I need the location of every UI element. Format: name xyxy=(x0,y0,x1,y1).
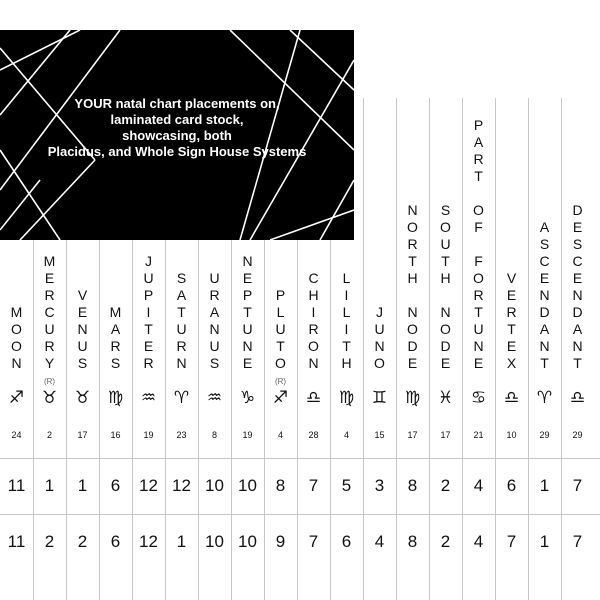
placidus-house: 10 xyxy=(205,476,224,495)
whole-sign-house: 10 xyxy=(205,532,224,551)
placement-name: N E P T U N E xyxy=(242,253,253,371)
zodiac-sign-icon: ♒ xyxy=(206,388,223,408)
placement-name: M O O N xyxy=(10,304,23,371)
whole-sign-house: 7 xyxy=(506,532,517,551)
placement-name: S A T U R N xyxy=(176,270,187,371)
retrograde-marker: (R) xyxy=(274,377,287,386)
degree-value: 28 xyxy=(308,430,319,440)
placement-name: J U P I T E R xyxy=(143,253,154,371)
placidus-house: 1 xyxy=(77,476,88,495)
placidus-house: 6 xyxy=(110,476,121,495)
placidus-house: 4 xyxy=(473,476,484,495)
whole-sign-house: 1 xyxy=(539,532,550,551)
placidus-house: 7 xyxy=(308,476,319,495)
whole-sign-house: 11 xyxy=(7,532,26,551)
degree-value: 29 xyxy=(572,430,583,440)
degree-value: 21 xyxy=(473,430,484,440)
placidus-house: 12 xyxy=(139,476,158,495)
whole-sign-house: 7 xyxy=(572,532,583,551)
placement-name: P A R T O F F O R T U N E xyxy=(473,117,484,371)
placement-name: N O R T H N O D E xyxy=(407,202,418,371)
placidus-house: 2 xyxy=(440,476,451,495)
placement-name: U R A N U S xyxy=(209,270,220,371)
whole-sign-house: 4 xyxy=(473,532,484,551)
degree-value: 17 xyxy=(77,430,88,440)
zodiac-sign-icon: ♎ xyxy=(305,388,322,408)
degree-value: 17 xyxy=(440,430,451,440)
whole-sign-house: 12 xyxy=(139,532,158,551)
placement-column xyxy=(561,0,594,600)
info-banner xyxy=(0,30,354,240)
placement-column xyxy=(363,0,396,600)
zodiac-sign-icon: ♉ xyxy=(41,388,58,408)
whole-sign-house: 2 xyxy=(440,532,451,551)
zodiac-sign-icon: ♐ xyxy=(272,388,289,408)
whole-sign-house: 6 xyxy=(110,532,121,551)
zodiac-sign-icon: ♍ xyxy=(404,388,421,408)
placidus-house: 8 xyxy=(275,476,286,495)
degree-value: 15 xyxy=(374,430,385,440)
whole-sign-house: 1 xyxy=(176,532,187,551)
placement-column xyxy=(462,0,495,600)
whole-sign-house: 2 xyxy=(44,532,55,551)
placement-name: C H I R O N xyxy=(308,270,319,371)
placement-column xyxy=(429,0,462,600)
placidus-house: 12 xyxy=(172,476,191,495)
placement-column xyxy=(528,0,561,600)
placement-name: V E N U S xyxy=(77,287,88,371)
placement-name: D E S C E N D A N T xyxy=(572,202,583,371)
degree-value: 19 xyxy=(143,430,154,440)
zodiac-sign-icon: ♓ xyxy=(437,388,454,408)
degree-value: 8 xyxy=(211,430,217,440)
degree-value: 4 xyxy=(277,430,283,440)
banner-line: showcasing, both xyxy=(122,128,232,143)
whole-sign-house: 7 xyxy=(308,532,319,551)
placement-column xyxy=(495,0,528,600)
zodiac-sign-icon: ♈ xyxy=(173,388,190,408)
degree-value: 4 xyxy=(343,430,349,440)
degree-value: 10 xyxy=(506,430,517,440)
whole-sign-house: 10 xyxy=(238,532,257,551)
degree-value: 16 xyxy=(110,430,121,440)
placidus-house: 8 xyxy=(407,476,418,495)
degree-value: 23 xyxy=(176,430,187,440)
zodiac-sign-icon: ♐ xyxy=(8,388,25,408)
zodiac-sign-icon: ♑ xyxy=(239,388,256,408)
placement-name: M A R S xyxy=(109,304,122,371)
zodiac-sign-icon: ♎ xyxy=(569,388,586,408)
placement-name: J U N O xyxy=(374,304,385,371)
retrograde-marker: (R) xyxy=(43,377,56,386)
zodiac-sign-icon: ♒ xyxy=(140,388,157,408)
placement-column xyxy=(396,0,429,600)
whole-sign-house: 9 xyxy=(275,532,286,551)
placidus-house: 10 xyxy=(238,476,257,495)
placidus-house: 6 xyxy=(506,476,517,495)
placidus-house: 1 xyxy=(44,476,55,495)
zodiac-sign-icon: ♊ xyxy=(371,388,388,408)
placement-name: M E R C U R Y xyxy=(43,253,56,371)
degree-value: 19 xyxy=(242,430,253,440)
placidus-house: 3 xyxy=(374,476,385,495)
whole-sign-house: 2 xyxy=(77,532,88,551)
banner-line: Placidus, and Whole Sign House Systems xyxy=(47,144,307,159)
placement-name: S O U T H N O D E xyxy=(440,202,451,371)
degree-value: 17 xyxy=(407,430,418,440)
zodiac-sign-icon: ♎ xyxy=(503,388,520,408)
zodiac-sign-icon: ♉ xyxy=(74,388,91,408)
zodiac-sign-icon: ♍ xyxy=(338,388,355,408)
placidus-house: 5 xyxy=(341,476,352,495)
zodiac-sign-icon: ♈ xyxy=(536,388,553,408)
whole-sign-house: 6 xyxy=(341,532,352,551)
placidus-house: 1 xyxy=(539,476,550,495)
placement-name: L I L I T H xyxy=(341,270,352,371)
placement-name: A S C E N D A N T xyxy=(539,219,550,371)
zodiac-sign-icon: ♋ xyxy=(470,388,487,408)
placidus-house: 11 xyxy=(7,476,26,495)
degree-value: 24 xyxy=(11,430,22,440)
banner-line: laminated card stock, xyxy=(110,112,244,127)
banner-text xyxy=(0,96,354,160)
whole-sign-house: 4 xyxy=(374,532,385,551)
degree-value: 2 xyxy=(46,430,52,440)
zodiac-sign-icon: ♍ xyxy=(107,388,124,408)
degree-value: 29 xyxy=(539,430,550,440)
whole-sign-house: 8 xyxy=(407,532,418,551)
placement-name: P L U T O xyxy=(275,287,286,371)
placidus-house: 7 xyxy=(572,476,583,495)
banner-line: YOUR natal chart placements on, xyxy=(74,96,280,111)
placement-name: V E R T E X xyxy=(506,270,517,371)
